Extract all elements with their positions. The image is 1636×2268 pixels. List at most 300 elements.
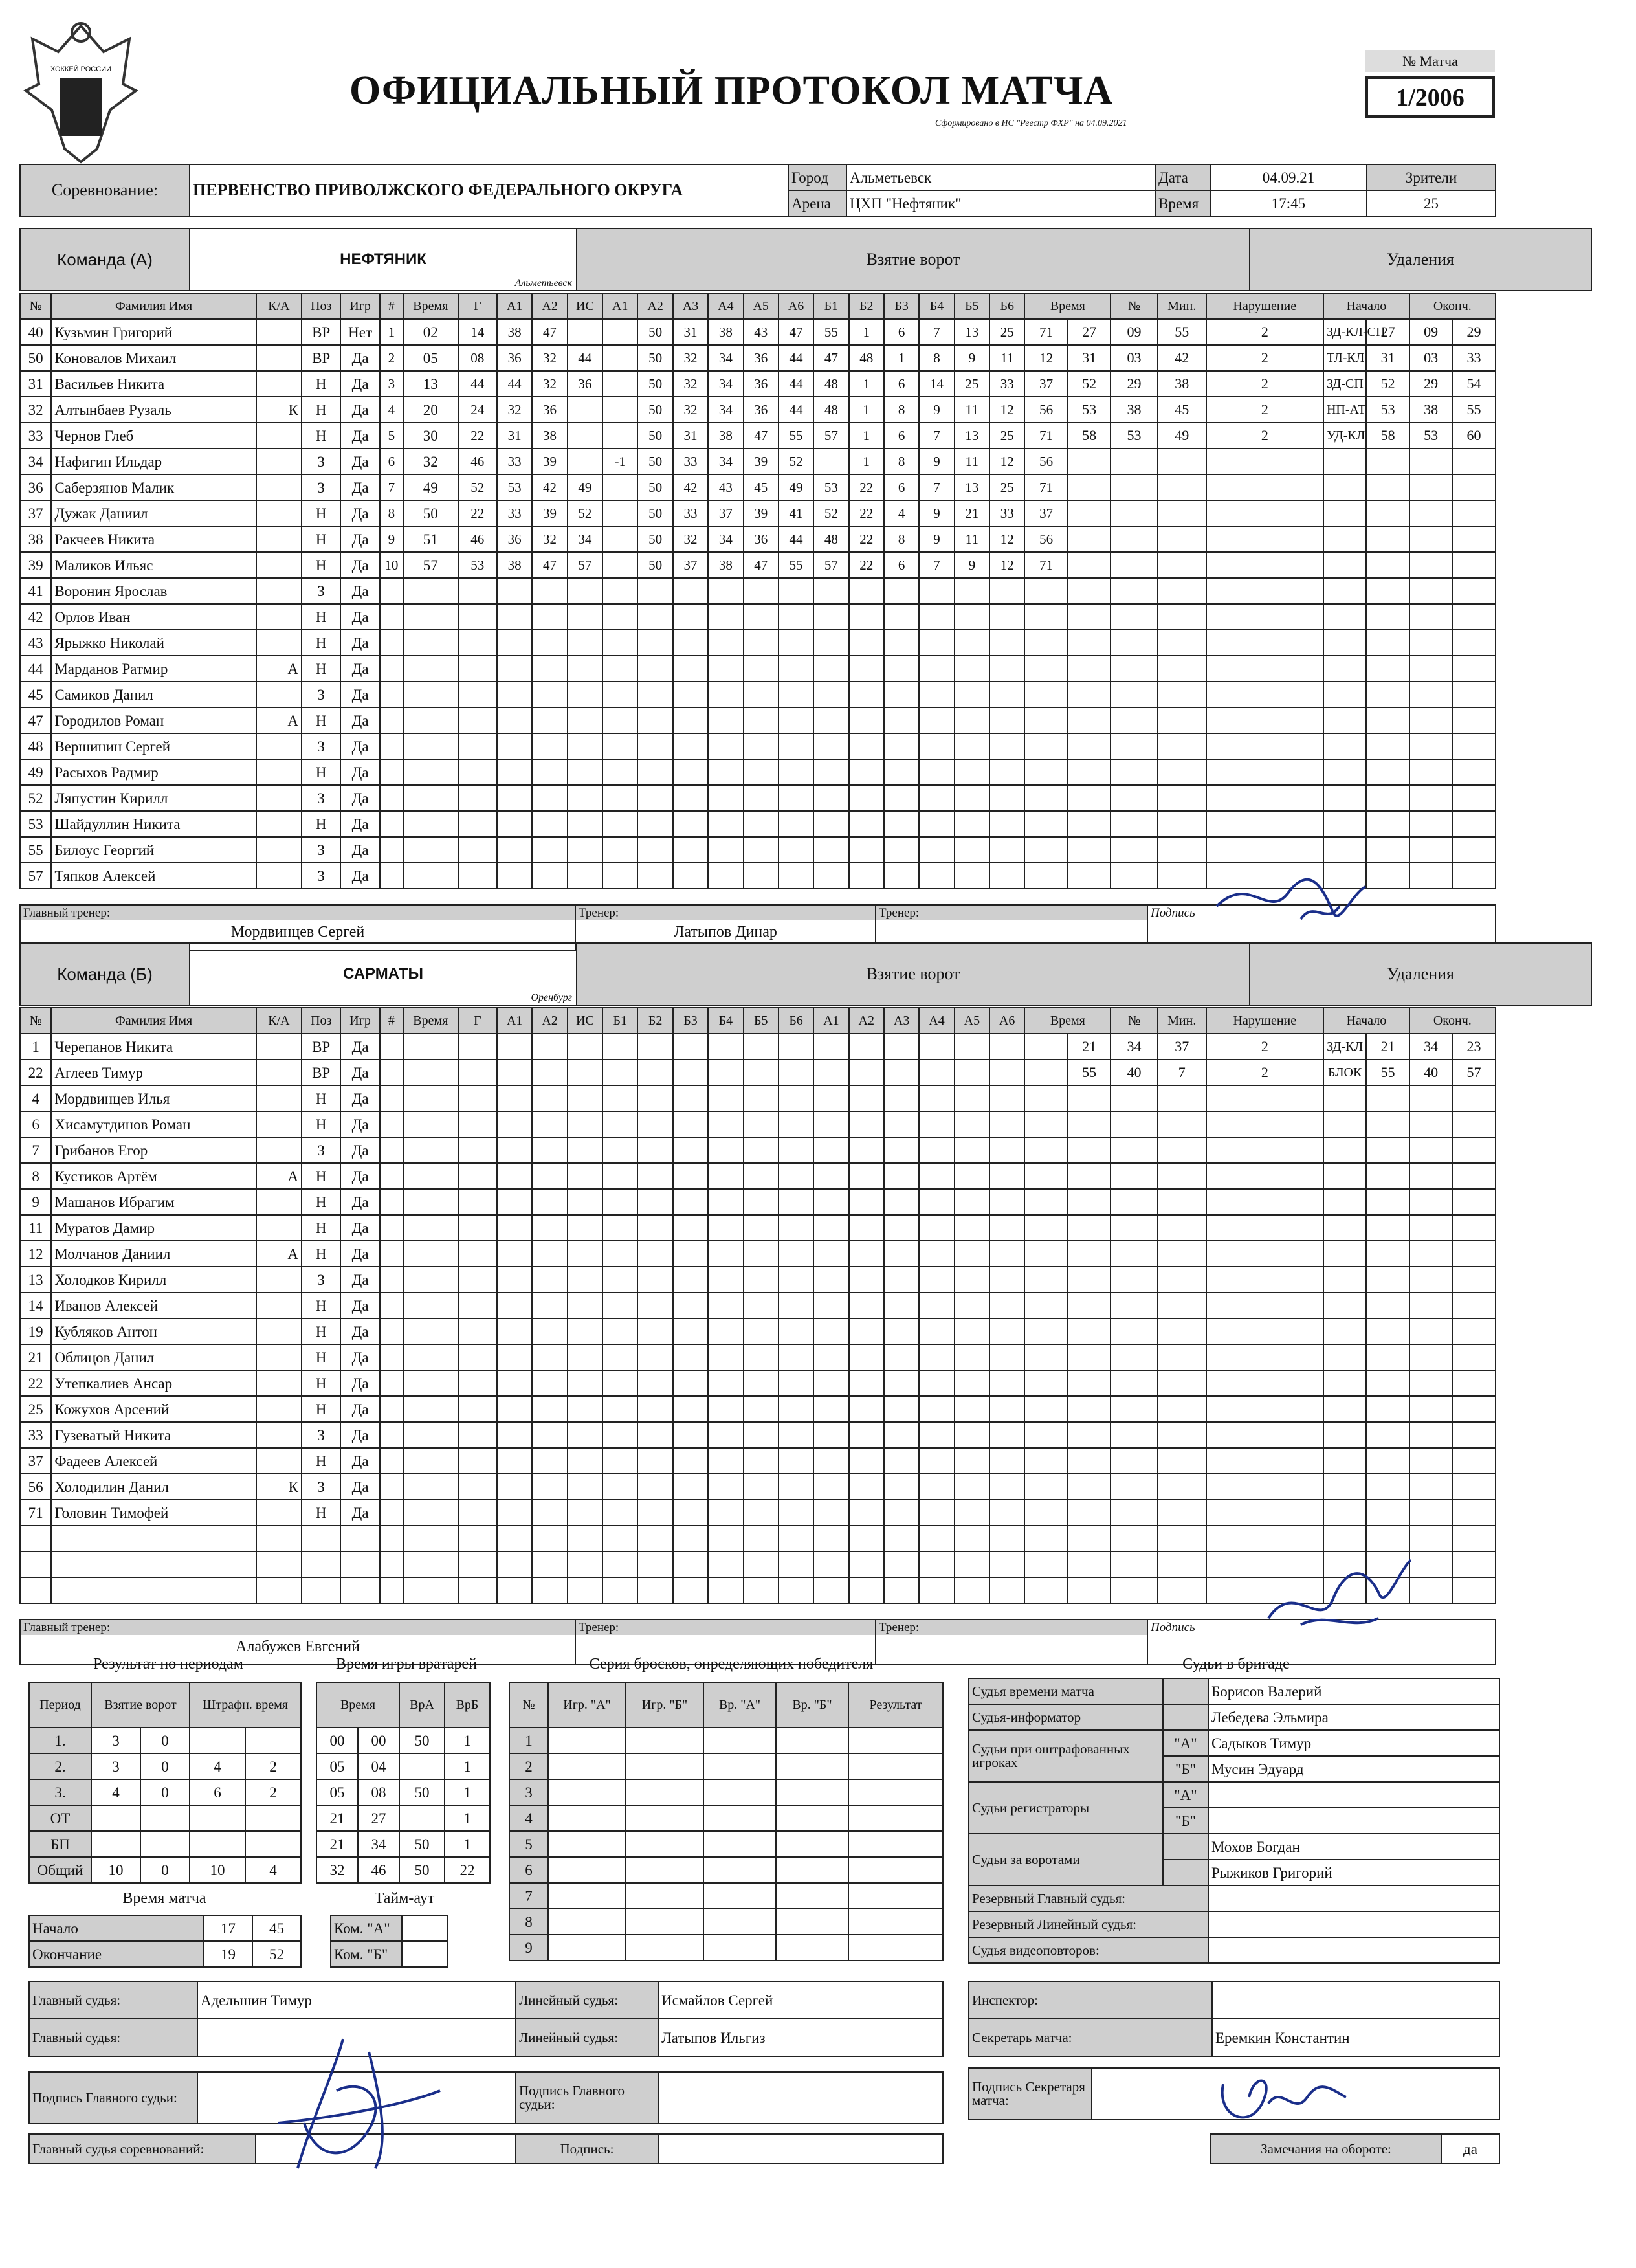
goal-cell	[849, 1370, 884, 1396]
goal-cell	[919, 1318, 954, 1344]
so-cell	[703, 1753, 776, 1779]
goal-cell	[955, 707, 989, 733]
goal-cell	[458, 630, 497, 656]
reg-b-label: "Б"	[1163, 1808, 1208, 1834]
penalty-cell: 29	[1409, 371, 1452, 397]
goal-cell: 38	[708, 423, 743, 449]
goal-cell	[849, 863, 884, 889]
goal-time-min: 57	[403, 552, 458, 578]
goal-cell	[532, 1422, 567, 1448]
penalty-cell	[1068, 1137, 1111, 1163]
goal-cell	[602, 578, 637, 604]
player-number: 40	[20, 319, 51, 345]
so-no: 5	[509, 1831, 548, 1857]
penalty-cell	[1111, 526, 1157, 552]
col-onice-1-0: Б1	[602, 1008, 637, 1034]
goal-cell	[849, 707, 884, 733]
goal-cell	[989, 1422, 1024, 1448]
penalty-cell	[1452, 837, 1495, 863]
goal-cell: 44	[568, 345, 602, 371]
player-pos: Н	[302, 811, 340, 837]
goal-cell	[497, 578, 532, 604]
player-played: Да	[340, 1215, 379, 1241]
goal-cell	[919, 1034, 954, 1060]
col-onice-1-0: А1	[602, 293, 637, 319]
penalty-cell: 45	[1158, 397, 1206, 423]
goal-time-min	[403, 1163, 458, 1189]
goal-time-min: 32	[403, 449, 458, 474]
player-pos: Н	[302, 759, 340, 785]
penalty-cell	[1323, 1137, 1366, 1163]
penalty-cell	[1366, 1137, 1409, 1163]
gk-cell: 1	[445, 1805, 490, 1831]
goal-cell: 71	[1024, 552, 1067, 578]
col-onice-1-5: А6	[779, 293, 813, 319]
so-cell	[776, 1779, 848, 1805]
goal-cell: 50	[637, 423, 672, 449]
penalty-cell	[1323, 1396, 1366, 1422]
penalty-cell	[1452, 500, 1495, 526]
goal-cell: 12	[989, 526, 1024, 552]
penalty-cell	[1366, 656, 1409, 682]
player-pos: Н	[302, 656, 340, 682]
goal-cell: 6	[884, 371, 919, 397]
player-played: Да	[340, 578, 379, 604]
penalty-cell	[1206, 1215, 1323, 1241]
col-onice-2-0: Б1	[813, 293, 848, 319]
player-name: Дужак Даниил	[51, 500, 256, 526]
goal-cell	[955, 759, 989, 785]
penalty-cell	[1366, 837, 1409, 863]
penalty-cell	[1206, 682, 1323, 707]
goal-cell	[673, 682, 708, 707]
penalty-cell	[1068, 1500, 1111, 1526]
player-pos: Н	[302, 1085, 340, 1111]
penalty-cell	[1366, 785, 1409, 811]
goal-cell	[637, 1137, 672, 1163]
goal-cell: 42	[532, 474, 567, 500]
goal-cell	[673, 785, 708, 811]
penalty-cell	[1409, 863, 1452, 889]
player-ka	[256, 345, 302, 371]
goal-cell	[989, 733, 1024, 759]
goal-cell	[744, 1396, 779, 1422]
goal-cell	[673, 1034, 708, 1060]
periods-title: Результат по периодам	[93, 1656, 243, 1673]
penalty-cell	[1206, 500, 1323, 526]
table-row	[509, 1779, 943, 1805]
player-played: Да	[340, 1396, 379, 1422]
goal-cell	[779, 837, 813, 863]
player-ka	[256, 604, 302, 630]
goal-cell	[989, 1137, 1024, 1163]
period-cell: 1.	[29, 1728, 91, 1753]
goal-cell	[637, 785, 672, 811]
team_b-header-table	[19, 942, 1592, 1006]
goal-cell: 8	[919, 345, 954, 371]
table-row	[20, 1526, 1496, 1551]
table-row	[509, 1883, 943, 1909]
player-name: Муратов Дамир	[51, 1215, 256, 1241]
player-pos: Н	[302, 1163, 340, 1189]
penalty-cell	[1206, 1189, 1323, 1215]
goal-cell	[708, 1034, 743, 1060]
so-ia-header: Игр. "А"	[548, 1682, 626, 1728]
penalty-cell	[1323, 1267, 1366, 1293]
goal-cell: 38	[532, 423, 567, 449]
goal-cell	[1024, 1344, 1067, 1370]
goal-cell	[458, 578, 497, 604]
goal-cell: 7	[380, 474, 403, 500]
penalty-cell	[1452, 1551, 1495, 1577]
so-cell	[626, 1753, 703, 1779]
goal-cell	[779, 811, 813, 837]
gk-cell: 22	[445, 1857, 490, 1883]
goal-time-min	[403, 811, 458, 837]
goal-cell	[532, 1111, 567, 1137]
goal-cell	[673, 1137, 708, 1163]
player-number: 6	[20, 1111, 51, 1137]
goal-cell	[955, 630, 989, 656]
goal-cell	[602, 397, 637, 423]
penalty-cell	[1366, 526, 1409, 552]
player-ka	[256, 1526, 302, 1551]
goal-cell	[673, 863, 708, 889]
goal-cell	[637, 1215, 672, 1241]
penalty-cell	[1206, 1448, 1323, 1474]
goal-cell	[1024, 1085, 1067, 1111]
player-ka	[256, 1060, 302, 1085]
player-played: Да	[340, 449, 379, 474]
penalty-cell	[1111, 1500, 1157, 1526]
goal-cell	[673, 1163, 708, 1189]
goal-cell: 9	[919, 397, 954, 423]
so-cell	[703, 1831, 776, 1857]
timeout-title: Тайм-аут	[374, 1890, 435, 1907]
player-name: Хисамутдинов Роман	[51, 1111, 256, 1137]
team_a-name: НЕФТЯНИК	[340, 250, 426, 268]
so-cell	[548, 1935, 626, 1961]
penalty-cell	[1158, 474, 1206, 500]
penalty-cell	[1409, 1111, 1452, 1137]
goal-cell: 11	[989, 345, 1024, 371]
goal-cell: 50	[637, 397, 672, 423]
goal-cell	[955, 1551, 989, 1577]
penalty-cell	[1068, 759, 1111, 785]
col-ka: К/А	[256, 1008, 302, 1034]
goal-cell	[1024, 1111, 1067, 1137]
goal-cell	[1024, 578, 1067, 604]
comp-ref-table	[28, 2133, 944, 2164]
penalty-cell	[1068, 1293, 1111, 1318]
penalty-cell	[1366, 682, 1409, 707]
player-pos: ВР	[302, 319, 340, 345]
table-row	[20, 604, 1496, 630]
team_a-penalties-label: Удаления	[1250, 228, 1591, 291]
goal-cell	[380, 733, 403, 759]
goal-cell	[849, 1163, 884, 1189]
penalty-cell: 60	[1452, 423, 1495, 449]
goal-cell	[380, 1344, 403, 1370]
goal-cell	[779, 1422, 813, 1448]
penalty-cell	[1068, 449, 1111, 474]
penalty-cell	[1452, 1318, 1495, 1344]
goal-cell	[637, 682, 672, 707]
periods-goals-header: Взятие ворот	[91, 1682, 190, 1728]
penalty-cell	[1452, 1344, 1495, 1370]
goal-cell	[884, 707, 919, 733]
goal-cell	[919, 1293, 954, 1318]
player-number: 11	[20, 1215, 51, 1241]
penalty-cell	[1068, 837, 1111, 863]
penalty-cell	[1206, 604, 1323, 630]
player-ka: А	[256, 707, 302, 733]
goal-cell	[568, 397, 602, 423]
goal-cell: 50	[637, 371, 672, 397]
officials-table	[968, 1678, 1500, 1964]
penalty-cell	[1452, 733, 1495, 759]
goal-cell	[744, 1060, 779, 1085]
goal-cell	[744, 785, 779, 811]
goal-time-min	[403, 1577, 458, 1603]
goal-cell: 4	[380, 397, 403, 423]
col-onice-1-1: Б2	[637, 1008, 672, 1034]
period-cell	[190, 1805, 245, 1831]
penalty-cell: 27	[1068, 319, 1111, 345]
goal-cell	[813, 1500, 848, 1526]
penalty-cell	[1206, 785, 1323, 811]
goal-cell	[884, 1370, 919, 1396]
pb-label: "Б"	[1163, 1756, 1208, 1782]
col-a2: А2	[532, 1008, 567, 1034]
player-played: Да	[340, 1267, 379, 1293]
col-onice-2-1: Б2	[849, 293, 884, 319]
goal-cell: 50	[637, 552, 672, 578]
so-cell	[848, 1728, 943, 1753]
goal-cell	[744, 1215, 779, 1241]
goal-cell	[884, 1241, 919, 1267]
goal-cell	[708, 630, 743, 656]
col-onice-1-5: Б6	[779, 1008, 813, 1034]
main-ref-1: Адельшин Тимур	[197, 1981, 516, 2019]
penalty-cell	[1068, 1318, 1111, 1344]
remarks-label: Замечания на обороте:	[1211, 2134, 1441, 2164]
penalty-cell	[1323, 733, 1366, 759]
penalty-cell: 55	[1366, 1060, 1409, 1085]
table-row	[29, 1728, 301, 1753]
goal-cell: 34	[568, 526, 602, 552]
penalty-cell	[1409, 578, 1452, 604]
goal-cell: 48	[813, 526, 848, 552]
goal-time-min: 05	[403, 345, 458, 371]
goal-cell: 22	[849, 500, 884, 526]
penalty-cell: 53	[1068, 397, 1111, 423]
player-played: Да	[340, 656, 379, 682]
goal-cell	[532, 578, 567, 604]
penalty-cell	[1409, 1422, 1452, 1448]
penalty-cell: ЗД-КЛ	[1323, 1034, 1366, 1060]
goal-cell: 33	[989, 500, 1024, 526]
col-g: Г	[458, 293, 497, 319]
penalty-cell	[1068, 811, 1111, 837]
penalty-cell	[1366, 1396, 1409, 1422]
penalty-cell	[1158, 1085, 1206, 1111]
goal-time-min	[403, 682, 458, 707]
goal-cell: 10	[380, 552, 403, 578]
goal-cell: 36	[744, 526, 779, 552]
penalty-cell: 23	[1452, 1034, 1495, 1060]
table-row	[316, 1779, 490, 1805]
gk-cell: 34	[358, 1831, 399, 1857]
player-ka	[256, 1318, 302, 1344]
match-number-box	[1365, 50, 1495, 120]
goal-cell	[1024, 863, 1067, 889]
time: 17:45	[1210, 190, 1367, 216]
goal-cell	[497, 682, 532, 707]
goal-cell: 14	[458, 319, 497, 345]
start-hour: 17	[204, 1915, 252, 1941]
team_a-city: Альметьевск	[514, 278, 572, 289]
player-number	[20, 1577, 51, 1603]
penalty-cell	[1206, 552, 1323, 578]
player-number: 57	[20, 863, 51, 889]
table-row	[20, 552, 1496, 578]
goal-cell	[380, 1163, 403, 1189]
goal-cell	[637, 1370, 672, 1396]
goal-cell	[1024, 1267, 1067, 1293]
penalty-cell	[1068, 1526, 1111, 1551]
periods-table	[28, 1682, 302, 1884]
penalty-cell	[1158, 656, 1206, 682]
line-ref-2: Латыпов Ильгиз	[658, 2019, 943, 2056]
col-onice-1-2: А3	[673, 293, 708, 319]
end-label: Окончание	[29, 1941, 204, 1967]
goal-cell	[708, 578, 743, 604]
goal-cell	[380, 682, 403, 707]
goal-time-min	[403, 1034, 458, 1060]
goal-cell	[380, 656, 403, 682]
goal-cell	[568, 1293, 602, 1318]
col-is: ИС	[568, 293, 602, 319]
signature-coach-b	[1262, 1553, 1430, 1644]
so-cell	[548, 1909, 626, 1935]
team_b-penalties-label: Удаления	[1250, 943, 1591, 1005]
period-cell	[245, 1805, 301, 1831]
player-ka	[256, 630, 302, 656]
player-name: Кожухов Арсений	[51, 1396, 256, 1422]
player-name: Облицов Данил	[51, 1344, 256, 1370]
so-cell	[626, 1857, 703, 1883]
penalty-cell	[1111, 1293, 1157, 1318]
goal-cell	[708, 811, 743, 837]
goal-cell	[813, 1137, 848, 1163]
goal-cell: 47	[532, 552, 567, 578]
goal-cell	[497, 811, 532, 837]
goal-cell: 11	[955, 397, 989, 423]
penalty-cell	[1409, 1137, 1452, 1163]
goal-cell: 44	[779, 345, 813, 371]
player-name: Билоус Георгий	[51, 837, 256, 863]
player-ka	[256, 319, 302, 345]
goal-cell	[919, 837, 954, 863]
penalty-cell	[1206, 526, 1323, 552]
player-name: Фадеев Алексей	[51, 1448, 256, 1474]
player-number	[20, 1526, 51, 1551]
spectators-label: Зрители	[1367, 164, 1496, 190]
player-name: Вершинин Сергей	[51, 733, 256, 759]
player-pos: ВР	[302, 1034, 340, 1060]
goal-cell	[708, 1474, 743, 1500]
goal-cell	[602, 1422, 637, 1448]
player-name: Воронин Ярослав	[51, 578, 256, 604]
player-number: 39	[20, 552, 51, 578]
goal-cell	[602, 785, 637, 811]
goal-cell	[602, 1034, 637, 1060]
goal-cell	[380, 837, 403, 863]
player-name: Ляпустин Кирилл	[51, 785, 256, 811]
reg-judges-label: Судьи регистраторы	[969, 1782, 1163, 1834]
penalty-cell: 38	[1111, 397, 1157, 423]
goal-cell	[602, 707, 637, 733]
goal-cell	[637, 707, 672, 733]
penalty-cell	[1206, 1318, 1323, 1344]
goal-cell	[708, 1500, 743, 1526]
player-number: 50	[20, 345, 51, 371]
goal-cell	[497, 1163, 532, 1189]
gk-cell: 50	[399, 1728, 445, 1753]
penalty-cell	[1111, 759, 1157, 785]
goal-cell	[884, 1422, 919, 1448]
goal-cell	[779, 785, 813, 811]
goal-cell	[708, 1189, 743, 1215]
goal-cell	[568, 1577, 602, 1603]
head-coach-label: Главный тренер:	[21, 906, 575, 920]
spectators: 25	[1367, 190, 1496, 216]
penalty-cell	[1068, 604, 1111, 630]
penalty-cell	[1206, 1085, 1323, 1111]
player-ka	[256, 811, 302, 837]
penalty-cell	[1158, 1267, 1206, 1293]
period-cell	[245, 1728, 301, 1753]
goal-cell	[637, 863, 672, 889]
col-name: Фамилия Имя	[51, 293, 256, 319]
penalty-cell	[1409, 785, 1452, 811]
goal-cell: 47	[532, 319, 567, 345]
goal-cell	[458, 1085, 497, 1111]
goal-cell	[458, 811, 497, 837]
goal-cell	[1024, 1163, 1067, 1189]
col-a2: А2	[532, 293, 567, 319]
gk-cell: 21	[316, 1805, 358, 1831]
penalty-cell	[1452, 1422, 1495, 1448]
penalty-cell	[1452, 1577, 1495, 1603]
penalty-cell: 52	[1068, 371, 1111, 397]
date-label: Дата	[1155, 164, 1210, 190]
goal-cell	[744, 1034, 779, 1060]
table-row	[20, 759, 1496, 785]
goal-cell	[380, 785, 403, 811]
secretary: Еремкин Константин	[1212, 2019, 1499, 2056]
goal-cell	[673, 1577, 708, 1603]
penalty-cell	[1158, 1396, 1206, 1422]
goal-cell	[497, 1500, 532, 1526]
player-name: Саберзянов Малик	[51, 474, 256, 500]
goal-cell	[744, 1551, 779, 1577]
goal-cell: 57	[813, 423, 848, 449]
goal-cell	[532, 1344, 567, 1370]
goal-cell	[955, 1241, 989, 1267]
goal-cell	[602, 1215, 637, 1241]
